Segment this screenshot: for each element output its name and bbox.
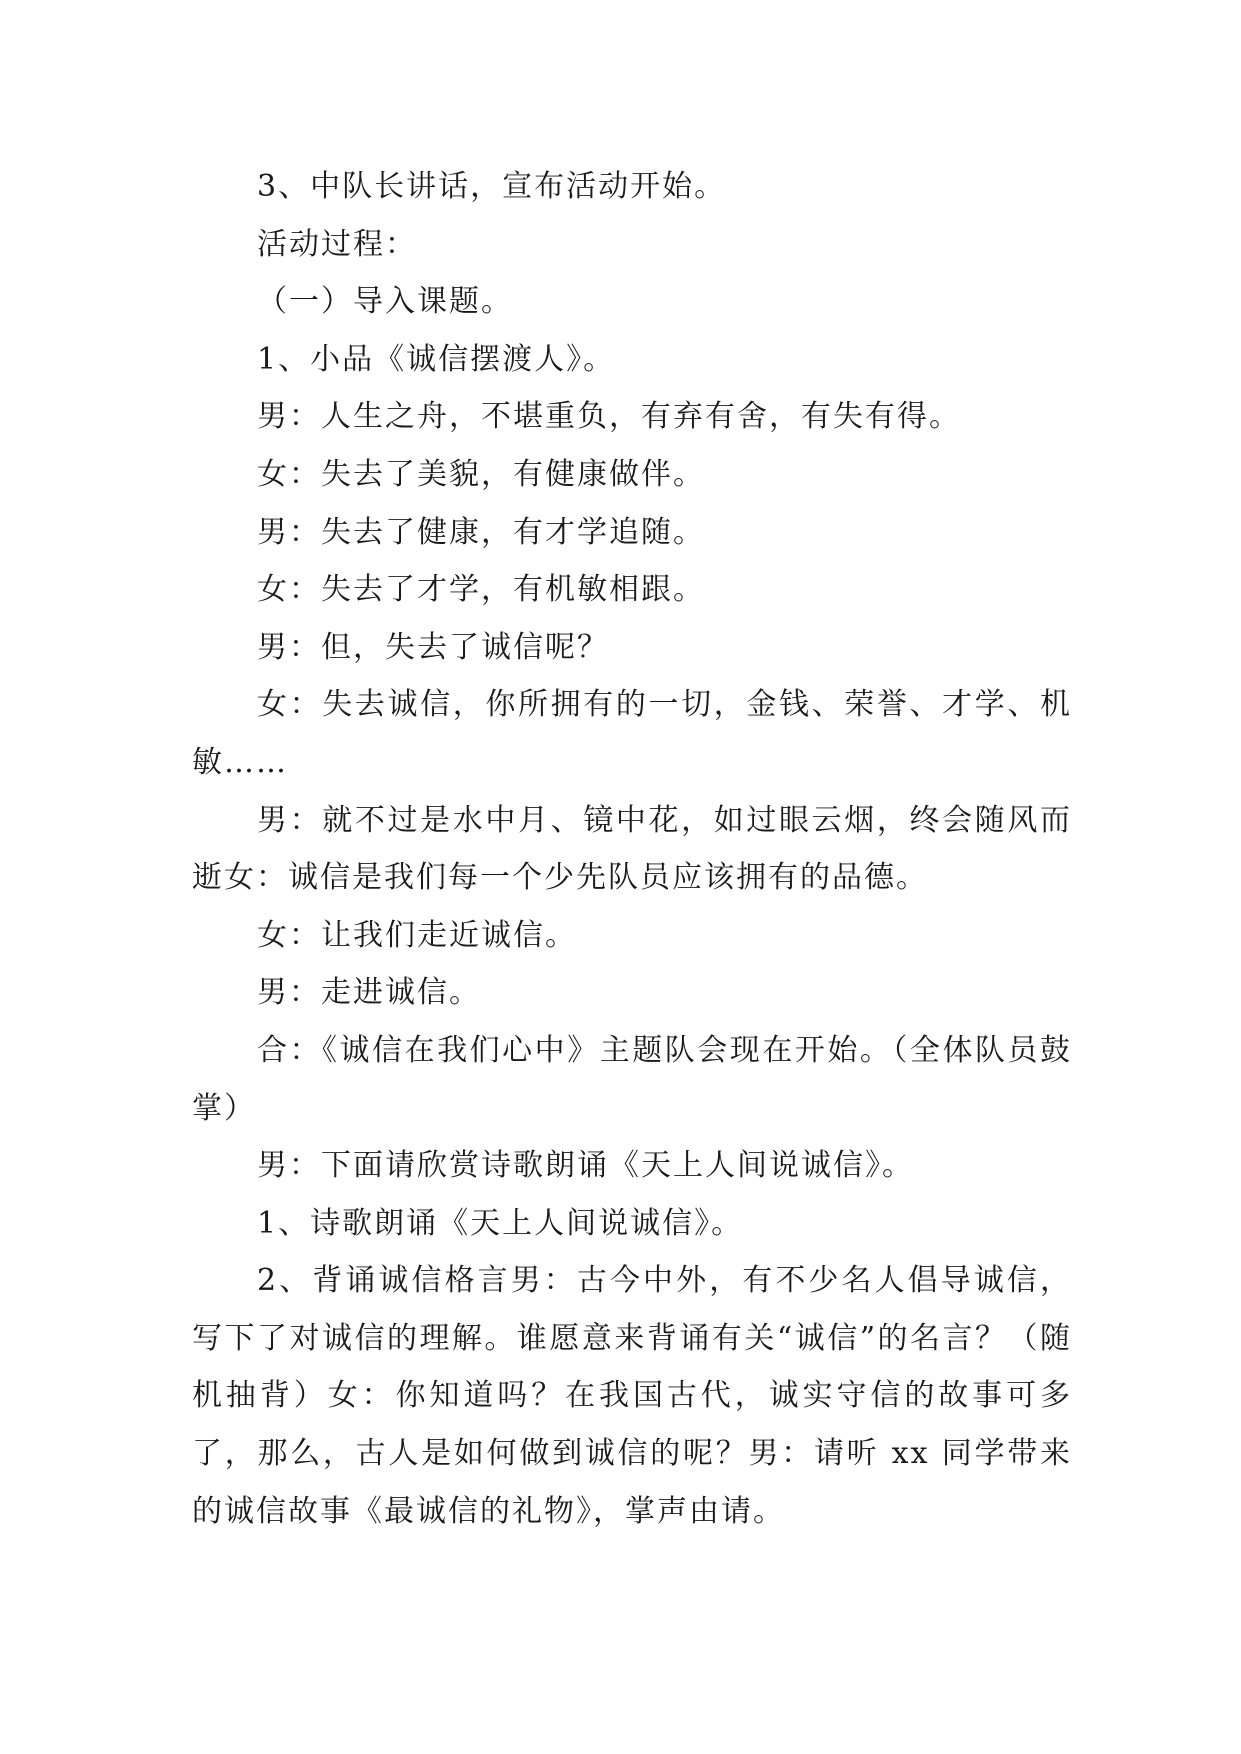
- paragraph-skit-title: 1、小品《诚信摆渡人》。: [257, 341, 616, 377]
- paragraph-motto-recital: 2、背诵诚信格言男：古今中外，有不少名人倡导诚信，写下了对诚信的理解。谁愿意来背诵有关“诚信”的名言？（随机抽背）女：你知道吗？在我国古代，诚实守信的故事可多了，那么，古人是如何做到诚信的呢？男：请听 xx 同学带来的诚信故事《最诚信的礼物》，掌声由请。: [192, 1263, 1072, 1529]
- paragraph-dialogue: 男：就不过是水中月、镜中花，如过眼云烟，终会随风而逝女：诚信是我们每一个少先队员应该拥有的品德。: [192, 802, 1072, 896]
- paragraph-dialogue: 女：让我们走近诚信。: [257, 917, 577, 953]
- paragraph-dialogue: 男：走进诚信。: [257, 975, 481, 1011]
- paragraph-dialogue: 合：《诚信在我们心中》主题队会现在开始。（全体队员鼓掌）: [192, 1032, 1072, 1126]
- paragraph-dialogue: 女：失去了美貌，有健康做伴。: [257, 456, 705, 492]
- paragraph-dialogue: 男：下面请欣赏诗歌朗诵《天上人间说诚信》。: [257, 1148, 914, 1184]
- paragraph-activity-process: 活动过程：: [257, 226, 417, 262]
- paragraph-dialogue: 男：人生之舟，不堪重负，有弃有舍，有失有得。: [257, 399, 961, 435]
- paragraph-dialogue: 男：失去了健康，有才学追随。: [257, 514, 705, 550]
- document-body: [192, 158, 1072, 1540]
- paragraph-poem-recital: 1、诗歌朗诵《天上人间说诚信》。: [257, 1205, 744, 1241]
- paragraph-section-intro: （一）导入课题。: [257, 284, 513, 320]
- paragraph-dialogue: 女：失去诚信，你所拥有的一切，金钱、荣誉、才学、机敏……: [192, 687, 1072, 780]
- paragraph-dialogue: 女：失去了才学，有机敏相跟。: [257, 572, 705, 608]
- paragraph-dialogue: 男：但，失去了诚信呢？: [257, 629, 609, 665]
- paragraph-announce-start: 3、中队长讲话，宣布活动开始。: [257, 169, 727, 204]
